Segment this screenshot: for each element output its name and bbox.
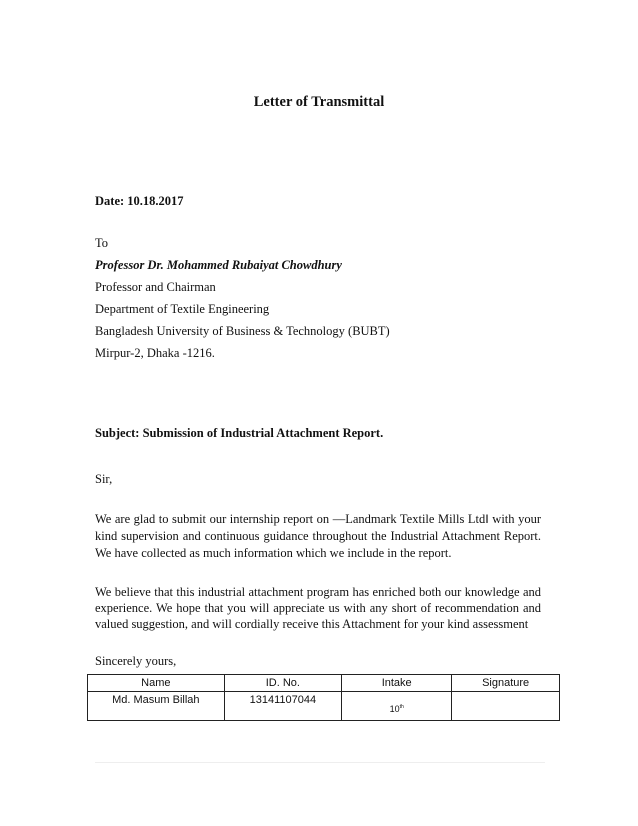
- header-intake: Intake: [342, 675, 452, 692]
- table-row: [88, 692, 560, 721]
- body-paragraph-1: We are glad to submit our internship report on ―Landmark Textile Mills Ltd‖ with your kind supervision and continuous guidance throughout the Industrial Attachment Report. We have collected as much information which we include in the report.: [95, 512, 541, 560]
- footer-divider: [95, 762, 545, 763]
- table-header-row: [88, 675, 560, 692]
- cell-intake: [342, 692, 452, 721]
- letter-date: Date: 10.18.2017: [95, 194, 184, 208]
- closing: Sincerely yours,: [95, 654, 177, 668]
- header-signature: Signature: [452, 675, 560, 692]
- intake-suffix: th: [399, 704, 404, 710]
- recipient-name: Professor Dr. Mohammed Rubaiyat Chowdhury: [95, 258, 342, 272]
- salutation: Sir,: [95, 472, 113, 486]
- signature-table: [87, 674, 560, 721]
- recipient-to: To: [95, 236, 109, 250]
- header-name: Name: [88, 675, 225, 692]
- letter-subject: Subject: Submission of Industrial Attachment Report.: [95, 426, 384, 440]
- cell-signature: [452, 692, 560, 721]
- letter-title: Letter of Transmittal: [253, 94, 385, 110]
- cell-name: Md. Masum Billah: [88, 692, 225, 721]
- recipient-position: Professor and Chairman: [95, 280, 216, 294]
- cell-id: 13141107044: [224, 692, 341, 721]
- recipient-university: Bangladesh University of Business & Technology (BUBT): [95, 324, 390, 338]
- intake-value: 10: [389, 704, 400, 714]
- recipient-address: Mirpur-2, Dhaka -1216.: [95, 346, 215, 360]
- header-id: ID. No.: [224, 675, 341, 692]
- body-paragraph-2: We believe that this industrial attachment program has enriched both our knowledge and experience. We hope that you will appreciate us with any short of recommendation and valued suggestion, and will cordially receive this Attachment for your kind assessment: [95, 585, 541, 631]
- recipient-department: Department of Textile Engineering: [95, 302, 270, 316]
